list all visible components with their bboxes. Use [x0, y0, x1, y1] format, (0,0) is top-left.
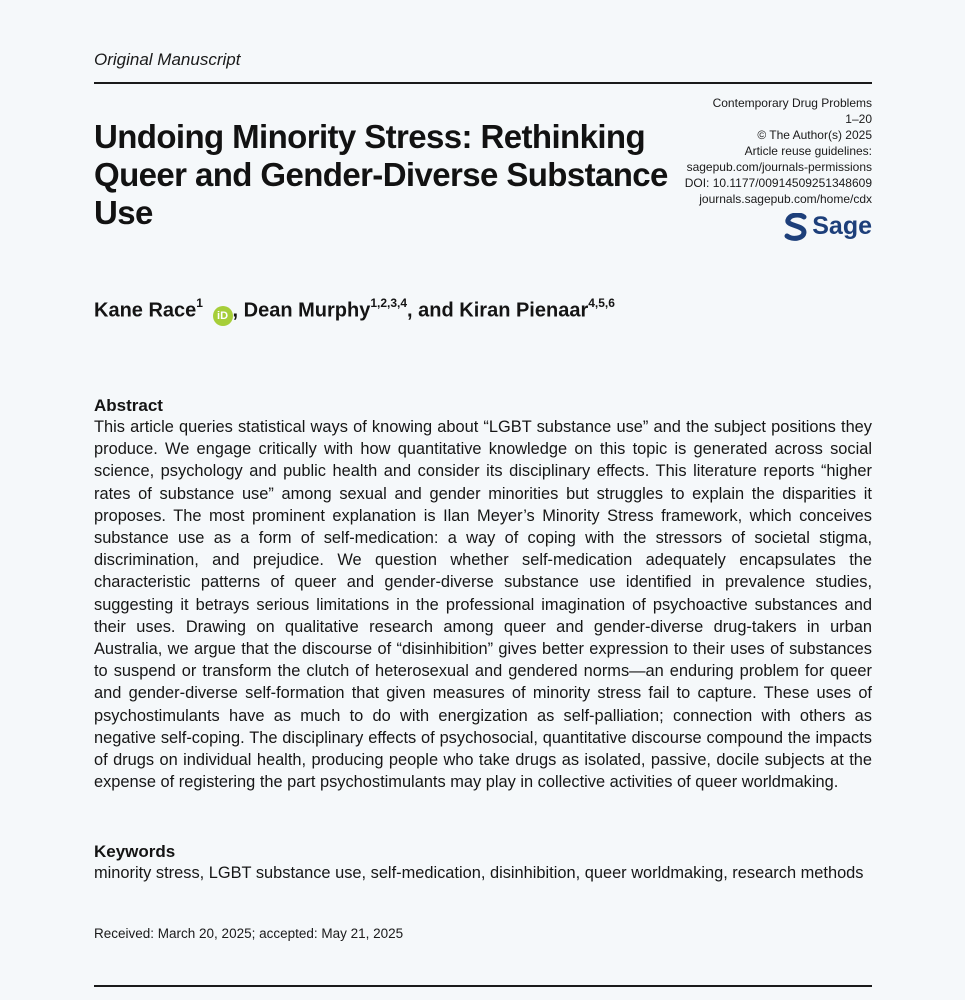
sage-s-icon: [784, 213, 808, 241]
doi[interactable]: DOI: 10.1177/00914509251348609: [684, 176, 872, 190]
author-name: Kane Race: [94, 299, 197, 322]
abstract-heading: Abstract: [94, 396, 163, 415]
sage-logo: [784, 212, 872, 241]
page-range: 1–20: [845, 112, 872, 126]
author-separator: ,: [232, 299, 244, 322]
author-affiliation: 1: [196, 296, 203, 310]
author-affiliation: 4,5,6: [588, 296, 615, 310]
permissions-link[interactable]: sagepub.com/journals-permissions: [686, 160, 872, 174]
manuscript-type-label: Original Manuscript: [94, 50, 241, 69]
keywords-heading: Keywords: [94, 842, 176, 861]
reuse-guidelines-label: Article reuse guidelines:: [744, 144, 872, 158]
journal-name: Contemporary Drug Problems: [712, 96, 872, 110]
author-list: [94, 298, 615, 326]
abstract-section: [94, 396, 872, 793]
copyright: © The Author(s) 2025: [757, 128, 872, 142]
keywords-text: minority stress, LGBT substance use, self-medication, disinhibition, queer worldmaking, research methods: [94, 864, 864, 882]
author-name: Kiran Pienaar: [459, 299, 589, 322]
received-dates: Received: March 20, 2025; accepted: May 21, 2025: [94, 926, 404, 941]
header-divider: [94, 82, 872, 84]
footer-divider: [94, 985, 872, 987]
author-affiliation: 1,2,3,4: [370, 296, 408, 310]
article-title: Undoing Minority Stress: Rethinking Queer and Gender-Diverse Substance Use: [94, 118, 668, 231]
abstract-text: This article queries statistical ways of knowing about “LGBT substance use” and the subject positions they produce. We engage critically with how quantitative knowledge on this topic is generated across social science, psychology and public health and consider its disciplinary effects. This literature reports “higher rates of substance use” among sexual and gender minorities but struggles to explain the disparities it proposes. The most prominent explanation is Ilan Meyer’s Minority Stress framework, which conceives substance use as a form of self-medication: a way of coping with the stressors of societal stigma, discrimination, and prejudice. We question whether self-medication adequately encapsulates the characteristic patterns of queer and gender-diverse substance use identified in prevalence studies, suggesting it betrays serious limitations in the professional imagination of psychoactive substances and their uses. Drawing on qualitative research among queer and gender-diverse drug-takers in urban Australia, we argue that the discourse of “disinhibition” gives better expression to their uses of substances to suspend or transform the clutch of heterosexual and gendered norms—an enduring problem for queer and gender-diverse self-formation that given measures of minority stress fail to capture. These uses of psychostimulants have as much to do with energization as self-palliation; connection with others as negative self-coping. The disciplinary effects of psychosocial, quantitative discourse compound the impacts of drugs on individual health, producing people who take drugs as isolated, passive, docile subjects at the expense of registering the part psychostimulants may play in collective activities of queer worldmaking.: [94, 418, 872, 792]
orcid-icon[interactable]: iD: [213, 306, 233, 326]
author-name: Dean Murphy: [243, 299, 371, 322]
sage-wordmark: Sage: [812, 212, 872, 240]
author-separator: , and: [407, 299, 460, 322]
journal-home-link[interactable]: journals.sagepub.com/home/cdx: [699, 192, 872, 206]
journal-meta: [612, 95, 872, 207]
keywords-section: [94, 842, 872, 884]
